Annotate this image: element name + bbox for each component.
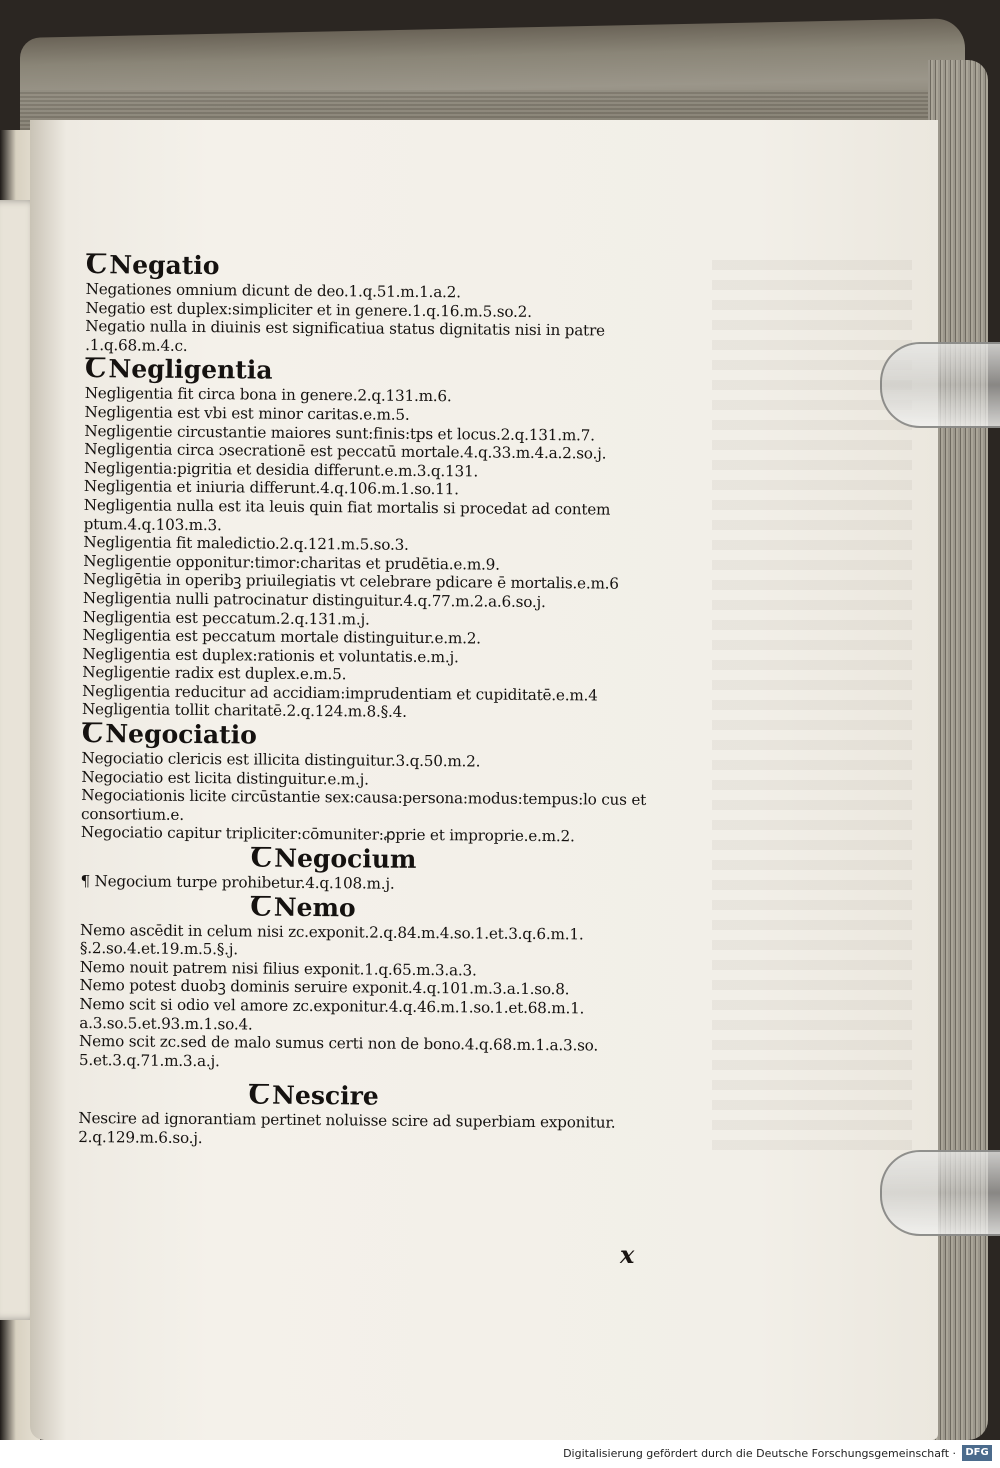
page-clamp-top: [880, 342, 1000, 428]
index-entry: Negligentia est peccatum.2.q.131.m.j.: [82, 607, 370, 628]
index-entry: Nemo ascēdit in celum nisi zc.exponit.2.q.84.m.4.so.1.et.3.q.6.m.1. §.2.so.4.et.19.m.5.§.j.: [79, 920, 584, 959]
pilcrow-mark: Ꞇ: [84, 353, 107, 385]
index-entry: Negligentia nulla est ita leuis quin fiat mortalis si procedat ad contem ptum.4.q.103.m.3.: [83, 495, 611, 534]
index-entry: Negligentia:pigritia et desidia differunt.e.m.3.q.131.: [84, 458, 479, 481]
index-entry: Nescire ad ignorantiam pertinet noluisse scire ad superbiam exponitur. 2.q.129.m.6.so.j.: [78, 1109, 616, 1148]
index-entry: Negligentia tollit charitatē.2.q.124.m.8.§.4.: [81, 700, 407, 722]
index-entry: Negligentie circustantie maiores sunt:finis:tps et locus.2.q.131.m.7.: [84, 421, 595, 445]
index-entry: Nemo potest duobꝫ dominis seruire exponit.4.q.101.m.3.a.1.so.8.: [79, 976, 570, 999]
index-entry: Negligentia est duplex:rationis et voluntatis.e.m.j.: [82, 644, 459, 666]
heading-text: Negligentia: [108, 354, 273, 386]
index-entry: Negligentia nulli patrocinatur distinguitur.4.q.77.m.2.a.6.so.j.: [82, 588, 546, 611]
page-signature: x: [620, 1240, 635, 1269]
pilcrow-mark: Ꞇ: [248, 1079, 271, 1112]
index-entry: Negligentia reducitur ad accidiam:imprudentiam et cupiditatē.e.m.4: [82, 681, 598, 705]
index-entry: Nemo scit zc.sed de malo sumus certi non de bono.4.q.68.m.1.a.3.so. 5.et.3.q.71.m.3.a.j.: [78, 1032, 599, 1070]
heading-text: Negatio: [109, 250, 220, 281]
index-entry: Negligentia est peccatum mortale distinguitur.e.m.2.: [82, 626, 481, 648]
index-entry: Negociatio clericis est illicita distinguitur.3.q.50.m.2.: [81, 749, 481, 771]
pilcrow-mark: Ꞇ: [85, 249, 108, 281]
index-entry: Negligentia et iniuria differunt.4.q.106.m.1.so.11.: [83, 477, 459, 499]
index-entry: Negligentia circa ɔsecrationē est peccatū mortale.4.q.33.m.4.a.2.so.j.: [84, 440, 607, 463]
heading-text: Negocium: [274, 843, 417, 874]
index-entry: Negatio nulla in diuinis est significatiua status dignitatis nisi in patre .1.q.68.m.4.c.: [85, 317, 605, 355]
pilcrow-mark: Ꞇ: [81, 718, 104, 750]
heading-text: Negociatio: [105, 719, 257, 750]
index-entry: Nemo nouit patrem nisi filius exponit.1.q.65.m.3.a.3.: [79, 957, 477, 980]
index-entry: Nemo scit si odio vel amore zc.exponitur.4.q.46.m.1.so.1.et.68.m.1. a.3.so.5.et.93.m.1.so.4.: [79, 994, 585, 1034]
index-entry: Negligentia est vbi est minor caritas.e.m.5.: [84, 402, 410, 424]
index-entry: Negatio est duplex:simpliciter et in genere.1.q.16.m.5.so.2.: [85, 298, 532, 321]
page-clamp-bottom: [880, 1150, 1000, 1236]
index-entry: Negligentia fit maledictio.2.q.121.m.5.so.3.: [83, 533, 409, 554]
pilcrow-mark: Ꞇ: [250, 842, 273, 874]
index-entry: Negationes omnium dicunt de deo.1.q.51.m.1.a.2.: [85, 279, 461, 302]
index-entry: Negociationis licite circūstantie sex:causa:persona:modus:tempus:lo cus et consortium.e.: [81, 786, 647, 824]
index-entry: Negociatio capitur tripliciter:cōmuniter:ꝓprie et improprie.e.m.2.: [80, 823, 575, 846]
index-entry: Negligentie opponitur:timor:charitas et prudētia.e.m.9.: [83, 551, 500, 574]
pilcrow-mark: Ꞇ: [250, 891, 272, 923]
dfg-logo: DFG: [962, 1445, 992, 1461]
index-entry: ¶ Negocium turpe prohibetur.4.q.108.m.j.: [80, 872, 395, 893]
index-entry: Negligentia fit circa bona in genere.2.q.131.m.6.: [84, 384, 452, 406]
index-entry: Negociatio est licita distinguitur.e.m.j.: [81, 767, 369, 789]
index-entry: Negligentie radix est duplex.e.m.5.: [82, 663, 347, 684]
digitization-credit: Digitalisierung gefördert durch die Deutsche Forschungsgemeinschaft ·: [563, 1447, 956, 1460]
page-text-block: [78, 250, 708, 1152]
heading-text: Nemo: [273, 892, 356, 923]
heading-text: Nescire: [272, 1081, 379, 1111]
index-entry: Negligētia in operibꝫ priuilegiatis vt celebrare pdicare ē mortalis.e.m.6: [83, 570, 619, 593]
